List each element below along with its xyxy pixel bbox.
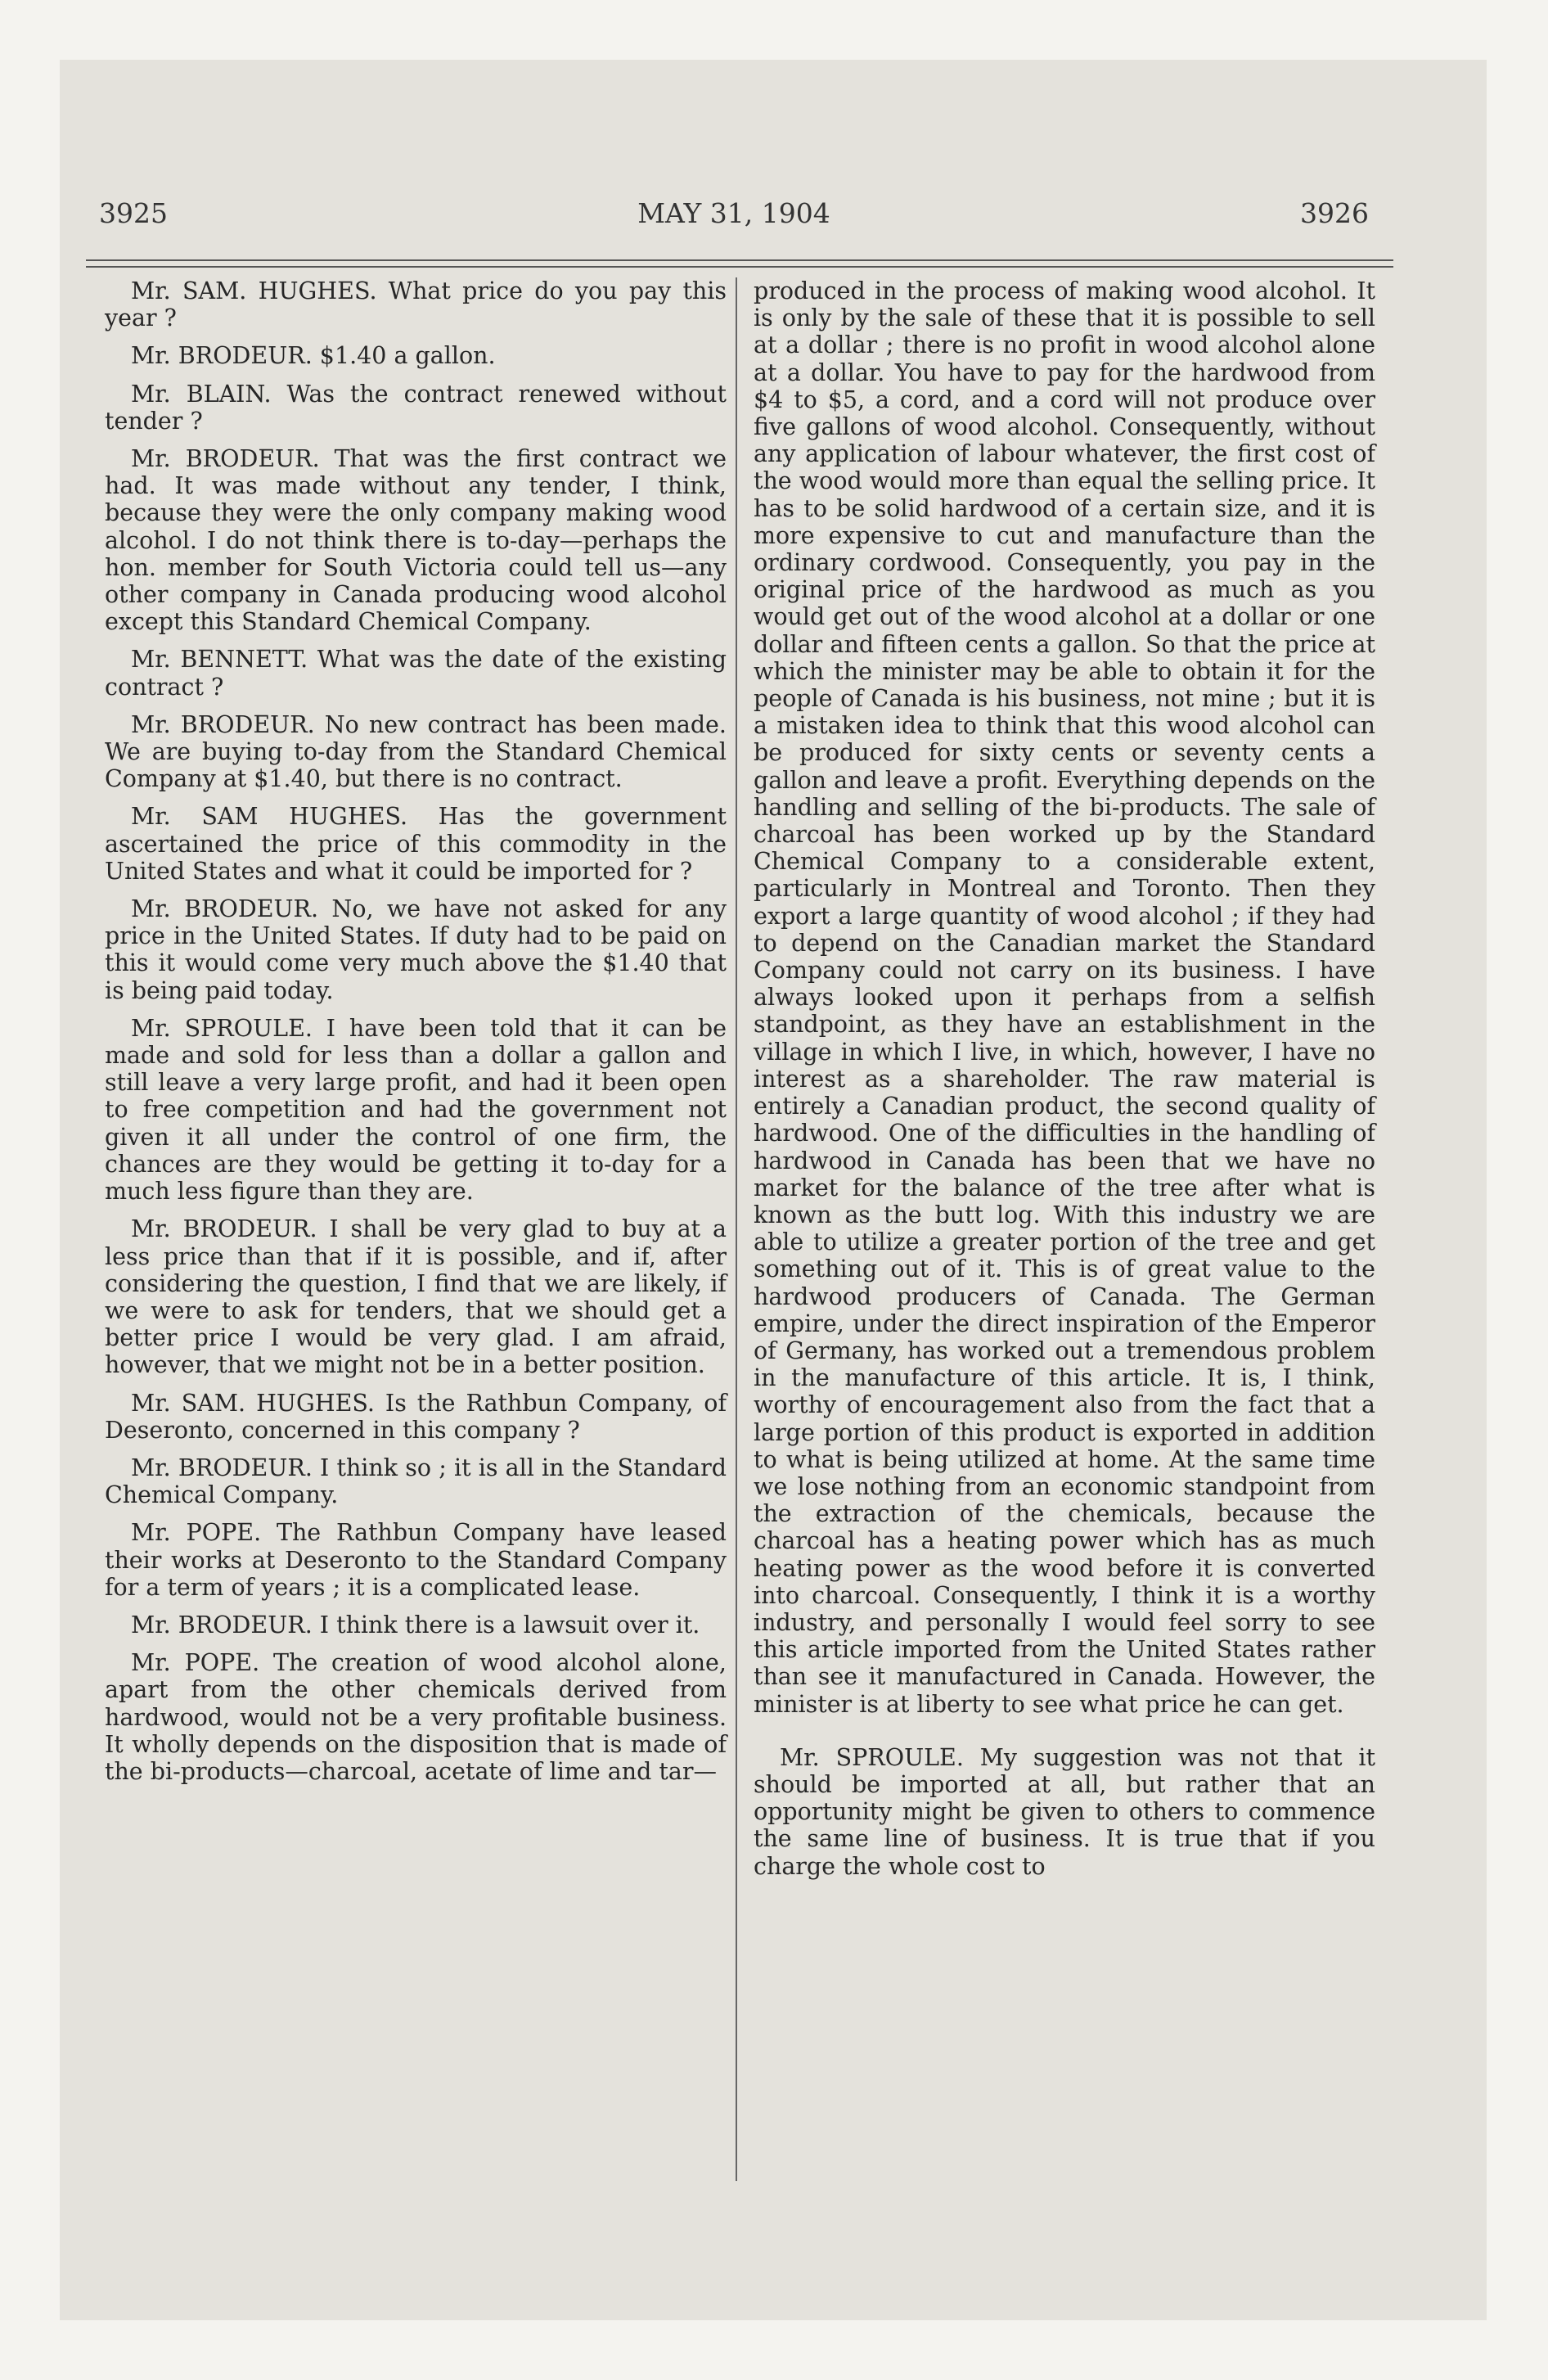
column-divider <box>736 277 737 2181</box>
paragraph: Mr. SPROULE. My suggestion was not that it should be imported at all, but rather that an opportunity might be given to others to commence the same line of business. It is true that if you charge the whole cost to <box>754 1743 1375 1880</box>
paragraph: Mr. SAM. HUGHES. Is the Rathbun Company, of Deseronto, concerned in this company ? <box>105 1389 727 1444</box>
right-column <box>754 277 1375 1891</box>
page-header <box>99 197 1369 238</box>
page-number-left: 3925 <box>99 197 168 229</box>
paragraph: Mr. BRODEUR. I think there is a lawsuit over it. <box>131 1611 700 1639</box>
page-scan <box>60 60 1487 2320</box>
paragraph: Mr. SAM HUGHES. Has the government ascertained the price of this commodity in the United States and what it could be imported for ? <box>105 803 727 885</box>
paragraph: Mr. SPROULE. I have been told that it can be made and sold for less than a dollar a gallon and still leave a very large profit, and had it been open to free competition and had the government not given it all under the control of one firm, the chances are they would be getting it to-day for a much less figure than they are. <box>105 1014 727 1206</box>
paragraph: Mr. BENNETT. What was the date of the existing contract ? <box>105 646 727 701</box>
header-rule-top <box>86 259 1393 261</box>
paragraph: Mr. BRODEUR. That was the first contract we had. It was made without any tender, I think, because they were the only company making wood alcohol. I do not think there is to-day—perhaps the hon. member for South Victoria could tell us—any other company in Canada producing wood alcohol except this Standard Chemical Company. <box>105 445 727 636</box>
paragraph: Mr. BRODEUR. I think so ; it is all in the Standard Chemical Company. <box>105 1454 727 1509</box>
header-date: MAY 31, 1904 <box>637 197 830 229</box>
paragraph-continued: produced in the process of making wood alcohol. It is only by the sale of these that it is possible to sell at a dollar ; there is no profit in wood alcohol alone at a dollar. You have to pay for the hardwood from $4 to $5, a cord, and a cord will not produce over five gallons of wood alcohol. Consequently, without any application of labour whatever, the first cost of the wood would more than equal the selling price. It has to be solid hardwood of a certain size, and it is more expensive to cut and manufacture than the ordinary cordwood. Consequently, you pay in the original price of the hardwood as much as you would get out of the wood alcohol at a dollar or one dollar and fifteen cents a gallon. So that the price at which the minister may be able to obtain it for the people of Canada is his business, not mine ; but it is a mistaken idea to think that this wood alcohol can be produced for sixty cents or seventy cents a gallon and leave a profit. Everything depends on the handling and selling of the bi-products. The sale of charcoal has been worked up by the Standard Chemical Company to a considerable extent, particularly in Montreal and Toronto. Then they export a large quantity of wood alcohol ; if they had to depend on the Canadian market the Standard Company could not carry on its business. I have always looked upon it perhaps from a selfish standpoint, as they have an establishment in the village in which I live, in which, however, I have no interest as a shareholder. The raw material is entirely a Canadian product, the second quality of hardwood. One of the difficulties in the handling of hardwood in Canada has been that we have no market for the balance of the tree after what is known as the butt log. With this industry we are able to utilize a greater portion of the tree and get something out of it. This is of great value to the hardwood producers of Canada. The German empire, under the direct inspiration of the Emperor of Germany, has worked out a tremendous problem in the manufacture of this article. It is, I think, worthy of encouragement also from the fact that a large portion of this product is exported in addition to what is being utilized at home. At the same time we lose nothing from an economic standpoint from the extraction of the chemicals, because the charcoal has a heating power which has as much heating power as the wood before it is converted into charcoal. Consequently, I think it is a worthy industry, and personally I would feel sorry to see this article imported from the United States rather than see it manufactured in Canada. However, the minister is at liberty to see what price he can get. <box>754 277 1375 1718</box>
paragraph: Mr. BRODEUR. No, we have not asked for any price in the United States. If duty had to be paid on this it would come very much above the $1.40 that is being paid today. <box>105 895 727 1004</box>
paragraph: Mr. SAM. HUGHES. What price do you pay this year ? <box>105 277 727 332</box>
left-column <box>105 277 727 1796</box>
paragraph: Mr. BRODEUR. No new contract has been made. We are buying to-day from the Standard Chemical Company at $1.40, but there is no contract. <box>105 710 727 793</box>
paragraph: Mr. POPE. The Rathbun Company have leased their works at Deseronto to the Standard Company for a term of years ; it is a complicated lease. <box>105 1519 727 1601</box>
paragraph: Mr. BLAIN. Was the contract renewed without tender ? <box>105 380 727 435</box>
paragraph: Mr. BRODEUR. I shall be very glad to buy at a less price than that if it is possible, and if, after considering the question, I find that we are likely, if we were to ask for tenders, that we should get a better price I would be very glad. I am afraid, however, that we might not be in a better position. <box>105 1215 727 1379</box>
page-number-right: 3926 <box>1300 197 1369 229</box>
paragraph: Mr. BRODEUR. $1.40 a gallon. <box>131 342 496 370</box>
paragraph: Mr. POPE. The creation of wood alcohol alone, apart from the other chemicals derived from hardwood, would not be a very profitable business. It wholly depends on the disposition that is made of the bi-products—charcoal, acetate of lime and tar— <box>105 1649 727 1785</box>
header-rule-bottom <box>86 266 1393 268</box>
